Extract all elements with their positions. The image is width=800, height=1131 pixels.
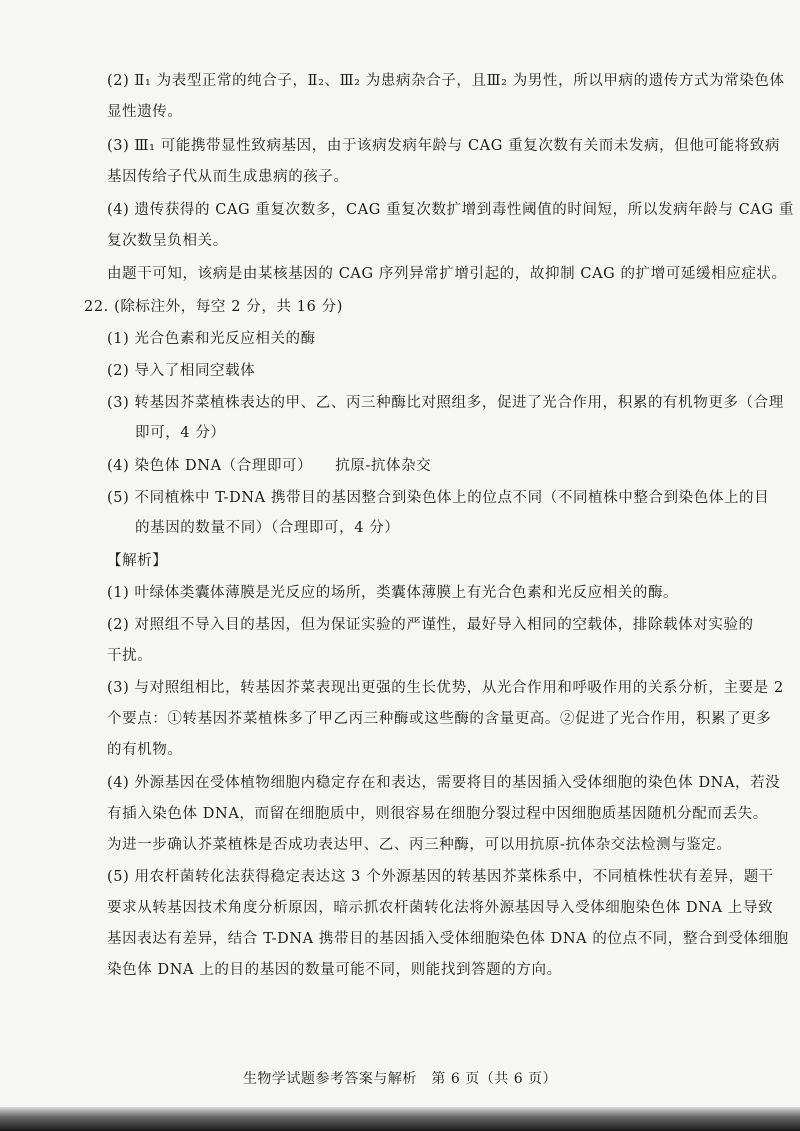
q22-answer-3-part1: (3) 转基因芥菜植株表达的甲、乙、丙三种酶比对照组多，促进了光合作用，积累的有机物更多（合理 [107,395,784,411]
answer-line-3-part1: (3) Ⅲ₁ 可能携带显性致病基因，由于该病发病年龄与 CAG 重复次数有关而未发病，但他可能将致病 [107,138,780,154]
answer-line-3-part2: 基因传给子代从而生成患病的孩子。 [107,169,349,185]
analysis-1: (1) 叶绿体类囊体薄膜是光反应的场所，类囊体薄膜上有光合色素和光反应相关的酶。 [107,585,679,601]
q22-answer-4: (4) 染色体 DNA（合理即可） 抗原-抗体杂交 [107,458,432,474]
q22-answer-5-part2: 的基因的数量不同）（合理即可，4 分） [135,520,400,536]
q22-answer-2: (2) 导入了相同空载体 [107,363,256,379]
analysis-3-part3: 的有机物。 [107,742,183,758]
analysis-5-part4: 染色体 DNA 上的目的基因的数量可能不同，则能找到答题的方向。 [107,962,562,978]
analysis-2-part2: 干扰。 [107,648,153,664]
q22-answer-1: (1) 光合色素和光反应相关的酶 [107,331,316,347]
question-22-heading: 22. (除标注外，每空 2 分，共 16 分) [84,299,343,315]
q22-answer-3-part2: 即可，4 分） [135,425,226,441]
answer-line-4-part1: (4) 遗传获得的 CAG 重复次数多，CAG 重复次数扩增到毒性阈值的时间短，所以发病年龄与 CAG 重 [107,202,794,218]
analysis-3-part1: (3) 与对照组相比，转基因芥菜表现出更强的生长优势，从光合作用和呼吸作用的关系分析，主要是 2 [107,680,784,696]
answer-summary: 由题干可知，该病是由某核基因的 CAG 序列异常扩增引起的，故抑制 CAG 的扩增可延缓相应症状。 [107,266,787,282]
answer-line-4-part2: 复次数呈负相关。 [107,233,228,249]
analysis-heading: 【解析】 [107,553,168,569]
q22-answer-5-part1: (5) 不同植株中 T-DNA 携带目的基因整合到染色体上的位点不同（不同植株中整合到染色体上的目 [107,490,770,506]
analysis-4-part2: 有插入染色体 DNA，而留在细胞质中，则很容易在细胞分裂过程中因细胞质基因随机分配而丢失。 [107,806,768,822]
answer-line-2-part1: (2) Ⅱ₁ 为表型正常的纯合子，Ⅱ₂、Ⅲ₂ 为患病杂合子，且Ⅲ₂ 为男性，所以甲病的遗传方式为常染色体 [107,73,785,89]
analysis-5-part3: 基因表达有差异，结合 T-DNA 携带目的基因插入受体细胞染色体 DNA 的位点不同，整合到受体细胞 [107,931,789,947]
analysis-4-part3: 为进一步确认芥菜植株是否成功表达甲、乙、丙三种酶，可以用抗原-抗体杂交法检测与鉴定。 [107,837,732,853]
answer-line-2-part2: 显性遗传。 [107,104,183,120]
analysis-5-part1: (5) 用农杆菌转化法获得稳定表达这 3 个外源基因的转基因芥菜株系中，不同植株性状有差异，题干 [107,869,774,885]
scan-shadow-edge [0,1107,800,1131]
analysis-5-part2: 要求从转基因技术角度分析原因，暗示抓农杆菌转化法将外源基因导入受体细胞染色体 DNA 上导致 [107,900,774,916]
analysis-2-part1: (2) 对照组不导入目的基因，但为保证实验的严谨性，最好导入相同的空载体，排除载体对实验的 [107,617,754,633]
analysis-3-part2: 个要点：①转基因芥菜植株多了甲乙丙三种酶或这些酶的含量更高。②促进了光合作用，积累了更多 [107,711,772,727]
page-footer: 生物学试题参考答案与解析 第 6 页（共 6 页） [242,1071,558,1087]
analysis-4-part1: (4) 外源基因在受体植物细胞内稳定存在和表达，需要将目的基因插入受体细胞的染色体 DNA，若没 [107,775,781,791]
